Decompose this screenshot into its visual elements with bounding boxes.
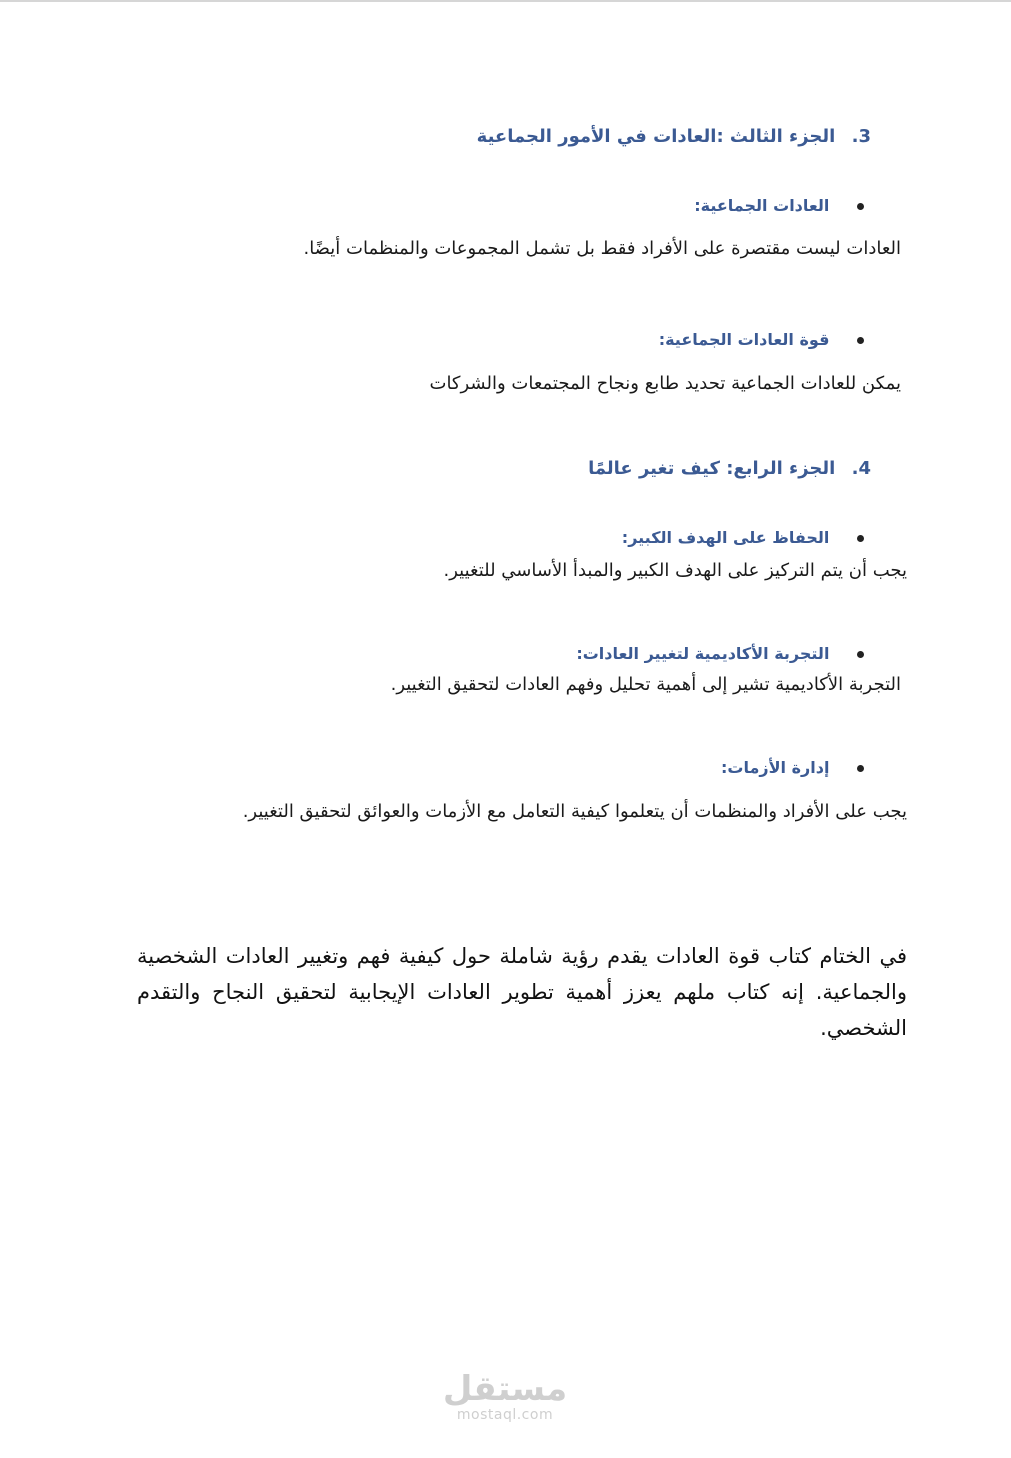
- paragraph-big-goal: يجب أن يتم التركيز على الهدف الكبير والمبدأ الأساسي للتغيير.: [443, 560, 907, 581]
- section-4-number: 4.: [851, 458, 871, 479]
- bullet-collective-habits: [694, 196, 864, 215]
- bullet-crisis-management: [721, 758, 864, 777]
- paragraph-crisis-management: يجب على الأفراد والمنظمات أن يتعلموا كيفية التعامل مع الأزمات والعوائق لتحقيق التغيير.: [242, 801, 907, 822]
- paragraph-collective-habits: العادات ليست مقتصرة على الأفراد فقط بل تشمل المجموعات والمنظمات أيضًا.: [303, 238, 901, 259]
- section-3-title: الجزء الثالث :العادات في الأمور الجماعية: [476, 126, 836, 147]
- section-3-heading: [477, 126, 871, 147]
- conclusion-paragraph: في الختام كتاب قوة العادات يقدم رؤية شاملة حول كيفية فهم وتغيير العادات الشخصية والجماعية. إنه كتاب ملهم يعزز أهمية تطوير العادات الإيجابية لتحقيق النجاح والتقدم الشخصي.: [137, 944, 907, 1040]
- bullet-icon: [857, 203, 864, 210]
- section-4-title: الجزء الرابع: كيف تغير عالمًا: [588, 458, 836, 479]
- mostaql-watermark-logo: [440, 1370, 570, 1422]
- bullet-power-collective-habits: [659, 330, 864, 349]
- bullet-label: قوة العادات الجماعية:: [658, 330, 830, 349]
- bullet-icon: [857, 765, 864, 772]
- bullet-icon: [857, 337, 864, 344]
- section-4-heading: [588, 458, 871, 479]
- bullet-big-goal: [622, 528, 864, 547]
- bullet-label: إدارة الأزمات:: [721, 758, 830, 777]
- watermark-latin: mostaql.com: [456, 1407, 554, 1423]
- bullet-label: العادات الجماعية:: [694, 196, 830, 215]
- bullet-academic-experiment: [576, 644, 864, 663]
- paragraph-academic-experiment: التجربة الأكاديمية تشير إلى أهمية تحليل وفهم العادات لتحقيق التغيير.: [390, 674, 901, 695]
- watermark-arabic: مستقل: [442, 1369, 568, 1409]
- bullet-icon: [857, 535, 864, 542]
- top-border: [0, 0, 1011, 2]
- section-3-number: 3.: [851, 126, 871, 147]
- paragraph-power-collective-habits: يمكن للعادات الجماعية تحديد طابع ونجاح المجتمعات والشركات: [429, 373, 901, 394]
- bullet-label: الحفاظ على الهدف الكبير:: [621, 528, 830, 547]
- bullet-label: التجربة الأكاديمية لتغيير العادات:: [576, 644, 830, 663]
- bullet-icon: [857, 651, 864, 658]
